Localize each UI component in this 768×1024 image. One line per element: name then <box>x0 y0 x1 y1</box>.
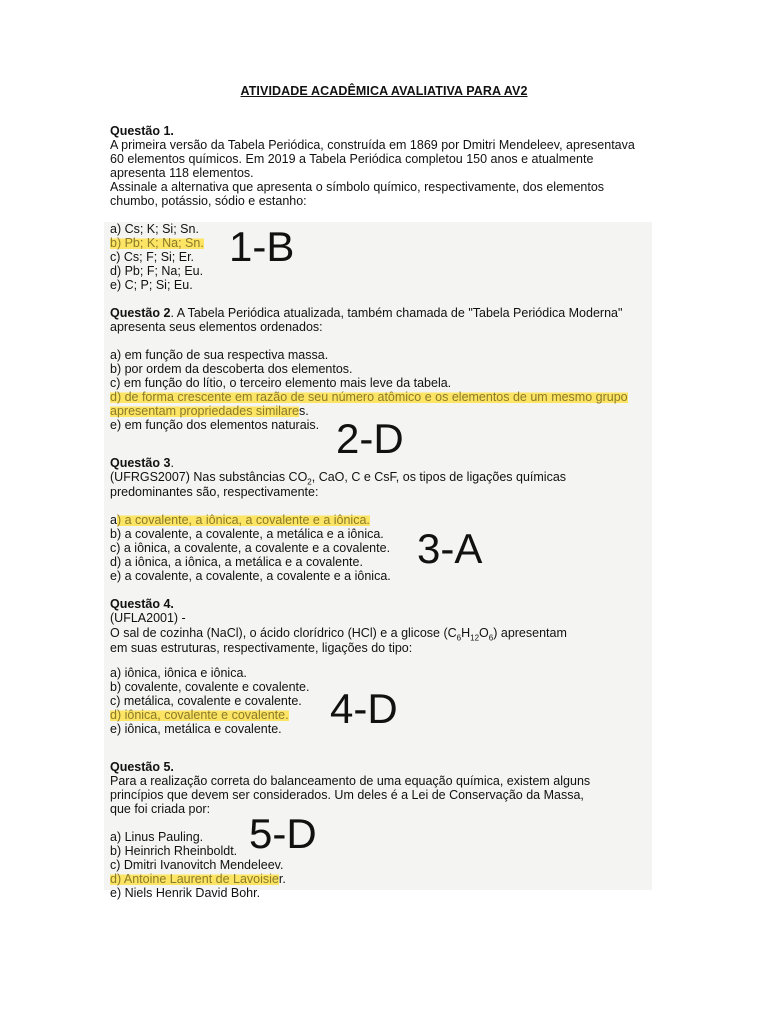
q4-option-e: e) iônica, metálica e covalente. <box>110 722 282 736</box>
q1-answer-annotation: 1-B <box>229 223 295 270</box>
q4-option-c: c) metálica, covalente e covalente. <box>110 694 302 708</box>
q3-option-a: a) a covalente, a iônica, a covalente e a iônica. <box>110 513 370 527</box>
q3-option-b: b) a covalente, a covalente, a metálica e a iônica. <box>110 527 384 541</box>
q4-source: (UFLA2001) - <box>110 611 186 625</box>
q4-text-line: O sal de cozinha (NaCl), o ácido clorídrico (HCl) e a glicose $(C_6H_{12}O_6)$ apresentam <box>110 626 567 643</box>
q1-text-line: apresenta 118 elementos. <box>110 166 254 180</box>
q5-answer-annotation: 5-D <box>249 810 317 857</box>
q1-option-e: e) C; P; Si; Eu. <box>110 278 193 292</box>
q3-option-e: e) a covalente, a covalente, a covalente e a iônica. <box>110 569 391 583</box>
q2-option-a: a) em função de sua respectiva massa. <box>110 348 329 362</box>
q1-text-line: Assinale a alternativa que apresenta o símbolo químico, respectivamente, dos elementos <box>110 180 605 194</box>
q3-heading: Questão 3. <box>110 456 174 470</box>
q5-option-d: d) Antoine Laurent de Lavoisier. <box>110 872 286 886</box>
q2-heading-line: Questão 2. A Tabela Periódica atualizada, também chamada de "Tabela Periódica Moderna" <box>110 306 623 320</box>
q1-option-b <box>110 236 204 250</box>
highlight-mark: apresentam propriedades similare <box>110 404 299 418</box>
q3-text-line: predominantes são, respectivamente: <box>110 485 319 499</box>
q2-option-b: b) por ordem da descoberta dos elementos. <box>110 362 353 376</box>
q1-option-a: a) Cs; K; Si; Sn. <box>110 222 199 236</box>
q1-text-line: chumbo, potássio, sódio e estanho: <box>110 194 307 208</box>
q2-answer-annotation: 2-D <box>336 415 404 462</box>
highlight-mark: d) de forma crescente em razão de seu número atômico e os elementos de um mesmo grupo <box>110 390 628 404</box>
q4-answer-annotation: 4-D <box>330 685 398 732</box>
q4-option-d <box>110 708 289 722</box>
q1-option-c: c) Cs; F; Si; Er. <box>110 250 195 264</box>
document-title: ATIVIDADE ACADÊMICA AVALIATIVA PARA AV2 <box>240 84 528 98</box>
q5-text-line: Para a realização correta do balanceamento de uma equação química, existem alguns <box>110 774 591 788</box>
q3-option-d: d) a iônica, a iônica, a metálica e a covalente. <box>110 555 363 569</box>
q5-heading: Questão 5. <box>110 760 174 774</box>
q5-option-a: a) Linus Pauling. <box>110 830 204 844</box>
highlight-mark: b) Pb; K; Na; Sn. <box>110 236 204 250</box>
q4-heading: Questão 4. <box>110 597 174 611</box>
highlight-mark: ) a covalente, a iônica, a covalente e a iônica. <box>116 513 370 527</box>
q5-option-e: e) Niels Henrik David Bohr. <box>110 886 261 900</box>
q4-option-b: b) covalente, covalente e covalente. <box>110 680 310 694</box>
q1-text-line: A primeira versão da Tabela Periódica, construída em 1869 por Dmitri Mendeleev, apresentava <box>110 138 635 152</box>
q5-option-b: b) Heinrich Rheinboldt. <box>110 844 238 858</box>
q1-text-line: 60 elementos químicos. Em 2019 a Tabela Periódica completou 150 anos e atualmente <box>110 152 594 166</box>
q4-text-line: em suas estruturas, respectivamente, ligações do tipo: <box>110 641 413 655</box>
q5-text-line: que foi criada por: <box>110 802 211 816</box>
q2-option-d <box>110 390 628 404</box>
q5-option-c: c) Dmitri Ivanovitch Mendeleev. <box>110 858 284 872</box>
q1-heading: Questão 1. <box>110 124 174 138</box>
q2-text-line: apresenta seus elementos ordenados: <box>110 320 323 334</box>
q5-text-line: princípios que devem ser considerados. Um deles é a Lei de Conservação da Massa, <box>110 788 584 802</box>
q3-answer-annotation: 3-A <box>417 525 483 572</box>
highlight-mark: d) iônica, covalente e covalente. <box>110 708 289 722</box>
highlight-mark: d) Antoine Laurent de Lavoisie <box>110 872 279 886</box>
q2-option-d-cont: apresentam propriedades similares. <box>110 404 309 418</box>
q1-option-d: d) Pb; F; Na; Eu. <box>110 264 204 278</box>
q3-text-line: (UFRGS2007) Nas substâncias $CO_2$, CaO, C e CsF, os tipos de ligações químicas <box>110 470 567 487</box>
q4-option-a: a) iônica, iônica e iônica. <box>110 666 247 680</box>
q3-option-c: c) a iônica, a covalente, a covalente e a covalente. <box>110 541 391 555</box>
q2-option-e: e) em função dos elementos naturais. <box>110 418 320 432</box>
q2-option-c: c) em função do lítio, o terceiro elemento mais leve da tabela. <box>110 376 452 390</box>
